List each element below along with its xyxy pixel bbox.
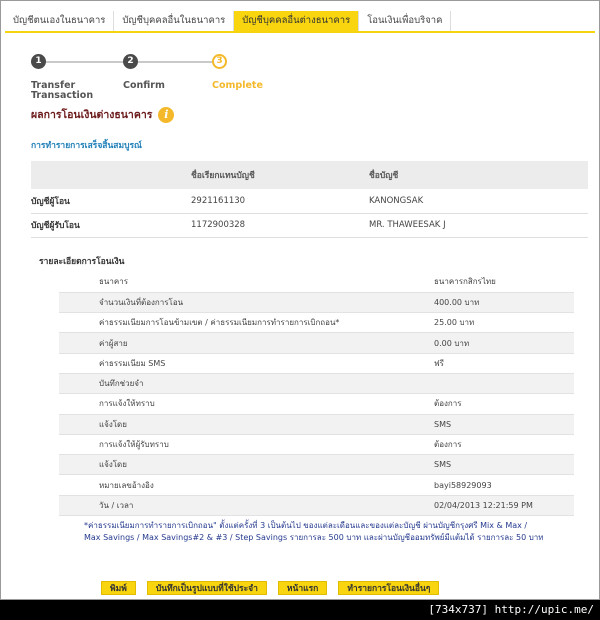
detail-value: 02/04/2013 12:21:59 PM	[434, 495, 574, 515]
detail-label: แจ้งโดย	[59, 414, 434, 434]
tab-other-bank[interactable]: บัญชีบุคคลอื่นต่างธนาคาร	[234, 11, 359, 31]
accounts-table	[31, 161, 588, 238]
step-connector-2	[136, 61, 214, 63]
table-row	[31, 213, 588, 237]
detail-label: ค่าผู้สาย	[59, 333, 434, 353]
fee-note: *ค่าธรรมเนียมการทำรายการเบิกถอน" ตั้งแต่ครั้งที่ 3 เป็นต้นไป ของแต่ละเดือนและของแต่ละบัญชี ผ่านบัญชีกรุงศรี Mix & Max / Max Savings / Max Savings#2 & #3 / Step Savings รายการละ 500 บาท และผ่านบัญชีออมทรัพย์มีแต้มได้ รายการละ 50 บาท	[84, 521, 544, 542]
other-transfer-button[interactable]: ทำรายการโอนเงินอื่นๆ	[338, 581, 439, 595]
step-1-circle: 1	[31, 54, 46, 69]
accounts-table-header	[31, 161, 588, 189]
action-buttons	[101, 581, 450, 595]
print-button[interactable]: พิมพ์	[101, 581, 136, 595]
detail-label: บันทึกช่วยจำ	[59, 373, 434, 393]
detail-value: 25.00 บาท	[434, 313, 574, 333]
progress-steps	[31, 54, 271, 104]
table-row	[59, 313, 574, 333]
step-1-label: Transfer Transaction	[31, 80, 94, 101]
step-3-label: Complete	[212, 80, 263, 91]
detail-value: 400.00 บาท	[434, 292, 574, 312]
detail-label: การแจ้งให้ทราบ	[59, 394, 434, 414]
detail-value: SMS	[434, 414, 574, 434]
details-table	[59, 272, 574, 516]
detail-label: หมายเลขอ้างอิง	[59, 475, 434, 495]
detail-value: ต้องการ	[434, 434, 574, 454]
detail-value: ธนาคารกสิกรไทย	[434, 272, 574, 292]
accounts-header-blank	[31, 161, 191, 189]
table-row	[59, 434, 574, 454]
home-button[interactable]: หน้าแรก	[278, 581, 327, 595]
sender-label: บัญชีผู้โอน	[31, 189, 191, 213]
table-row	[59, 475, 574, 495]
table-row	[59, 394, 574, 414]
step-3-circle: 3	[212, 54, 227, 69]
page-title-text: ผลการโอนเงินต่างธนาคาร	[31, 109, 153, 121]
table-row	[59, 373, 574, 393]
detail-value: ฟรี	[434, 353, 574, 373]
detail-value	[434, 373, 574, 393]
table-row	[59, 414, 574, 434]
step-2-circle: 2	[123, 54, 138, 69]
save-as-favorite-button[interactable]: บันทึกเป็นรูปแบบที่ใช้ประจำ	[147, 581, 267, 595]
accounts-header-name: ชื่อบัญชี	[369, 161, 588, 189]
detail-label: ธนาคาร	[59, 272, 434, 292]
table-row	[59, 353, 574, 373]
detail-value: 0.00 บาท	[434, 333, 574, 353]
receiver-label: บัญชีผู้รับโอน	[31, 213, 191, 237]
watermark: [734x737] http://upic.me/	[0, 600, 600, 620]
detail-label: การแจ้งให้ผู้รับทราบ	[59, 434, 434, 454]
detail-label: ค่าธรรมเนียมการโอนข้ามเขต / ค่าธรรมเนียมการทำรายการเบิกถอน*	[59, 313, 434, 333]
details-title: รายละเอียดการโอนเงิน	[39, 257, 125, 267]
sender-account-name: KANONGSAK	[369, 189, 588, 213]
table-row	[59, 495, 574, 515]
tab-donation[interactable]: โอนเงินเพื่อบริจาค	[359, 11, 451, 31]
status-message: การทำรายการเสร็จสิ้นสมบูรณ์	[31, 141, 142, 151]
detail-label: แจ้งโดย	[59, 455, 434, 475]
step-2-label: Confirm	[123, 80, 165, 91]
step-connector-1	[46, 61, 124, 63]
receiver-account-number: 1172900328	[191, 213, 369, 237]
sender-account-number: 2921161130	[191, 189, 369, 213]
table-row	[59, 455, 574, 475]
page-title	[31, 106, 174, 123]
receiver-account-name: MR. THAWEESAK J	[369, 213, 588, 237]
detail-value: bayi58929093	[434, 475, 574, 495]
detail-label: วัน / เวลา	[59, 495, 434, 515]
transfer-tabs	[5, 11, 595, 33]
table-row	[31, 189, 588, 213]
detail-label: ค่าธรรมเนียม SMS	[59, 353, 434, 373]
table-row	[59, 333, 574, 353]
table-row	[59, 272, 574, 292]
accounts-header-nickname: ชื่อเรียกแทนบัญชี	[191, 161, 369, 189]
detail-label: จำนวนเงินที่ต้องการโอน	[59, 292, 434, 312]
table-row	[59, 292, 574, 312]
info-icon: i	[158, 107, 174, 123]
tab-other-account-same-bank[interactable]: บัญชีบุคคลอื่นในธนาคาร	[114, 11, 234, 31]
detail-value: SMS	[434, 455, 574, 475]
tab-own-account[interactable]: บัญชีตนเองในธนาคาร	[5, 11, 114, 31]
detail-value: ต้องการ	[434, 394, 574, 414]
